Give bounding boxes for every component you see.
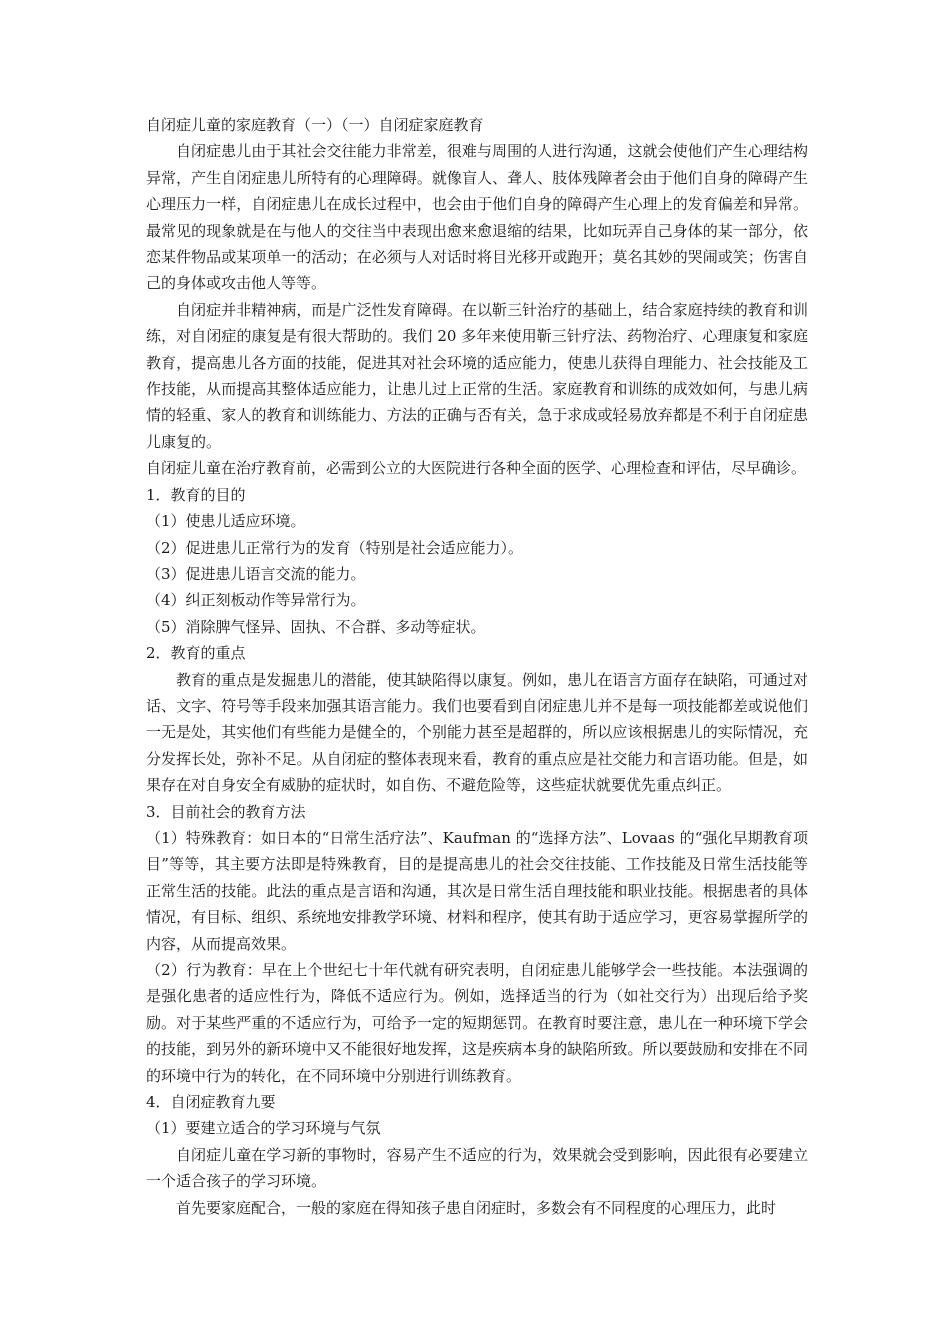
paragraph-behavior-education: （2）行为教育：早在上个世纪七十年代就有研究表明，自闭症患儿能够学会一些技能。本法强调的是强化患者的适应性行为，降低不适应行为。例如，选择适当的行为（如社交行为）出现后给予奖励。对于某些严重的不适应行为，可给予一定的短期惩罚。在教育时要注意，患儿在一种环境下学会的技能，到另外的新环境中又不能很好地发挥，这是疾病本身的缺陷所致。所以要鼓励和安排在不同的环境中行为的转化，在不同环境中分别进行训练教育。 [146,961,808,1085]
document-title: 自闭症儿童的家庭教育（一）（一）自闭症家庭教育 [146,116,484,134]
list-item: （4）纠正刻板动作等异常行为。 [146,591,366,610]
section-heading-nine-essentials: 4．自闭症教育九要 [146,1093,276,1112]
section-heading-goals: 1．教育的目的 [146,485,246,504]
list-item: （5）消除脾气怪异、固执、不合群、多动等症状。 [146,617,486,636]
section-heading-focus: 2．教育的重点 [146,644,246,663]
paragraph-family: 首先要家庭配合，一般的家庭在得知孩子患自闭症时，多数会有不同程度的心理压力，此时 [176,1198,777,1217]
paragraph-treatment: 自闭症并非精神病，而是广泛性发育障碍。在以靳三针治疗的基础上，结合家庭持续的教育和训练，对自闭症的康复是有很大帮助的。我们 20 多年来使用靳三针疗法、药物治疗、心理康复和家庭教育，提高患儿各方面的技能，促进其对社会环境的适应能力，使患儿获得自理能力、社会技能及工作技能，从而提高其整体适应能力，让患儿过上正常的生活。家庭教育和训练的成效如何，与患儿病情的轻重、家人的教育和训练能力、方法的正确与否有关，急于求成或轻易放弃都是不利于自闭症患儿康复的。 [146,300,808,451]
paragraph-diagnosis: 自闭症儿童在治疗教育前，必需到公立的大医院进行各种全面的医学、心理检查和评估，尽早确诊。 [146,459,807,478]
list-item: （3）促进患儿语言交流的能力。 [146,564,366,583]
list-item: （2）促进患儿正常行为的发育（特别是社会适应能力）。 [146,538,524,557]
paragraph-intro: 自闭症患儿由于其社会交往能力非常差，很难与周围的人进行沟通，这就会使他们产生心理结构异常，产生自闭症患儿所特有的心理障碍。就像盲人、聋人、肢体残障者会由于他们自身的障碍产生心理压力一样，自闭症患儿在成长过程中，也会由于他们自身的障碍产生心理上的发育偏差和异常。最常见的现象就是在与他人的交往当中表现出愈来愈退缩的结果，比如玩弄自己身体的某一部分，依恋某件物品或某项单一的活动；在必须与人对话时将目光移开或跑开；莫名其妙的哭闹或笑；伤害自己的身体或攻击他人等等。 [146,142,808,293]
paragraph-special-education: （1）特殊教育：如日本的“日常生活疗法”、Kaufman 的“选择方法”、Lovaas 的“强化早期教育项目”等等，其主要方法即是特殊教育，目的是提高患儿的社会交往技能、工作技能及日常生活技能等正常生活的技能。此法的重点是言语和沟通，其次是日常生活自理技能和职业技能。根据患者的具体情况，有目标、组织、系统地安排教学环境、材料和程序，使其有助于适应学习，更容易掌握所学的内容，从而提高效果。 [146,828,808,953]
section-heading-methods: 3．目前社会的教育方法 [146,802,306,821]
document-page [146,112,808,1221]
paragraph-focus: 教育的重点是发掘患儿的潜能，使其缺陷得以康复。例如，患儿在语言方面存在缺陷，可通过对话、文字、符号等手段来加强其语言能力。我们也要看到自闭症患儿并不是每一项技能都差或说他们一无是处，其实他们有些能力是健全的，个别能力甚至是超群的，所以应该根据患儿的实际情况，充分发挥长处，弥补不足。从自闭症的整体表现来看，教育的重点应是社交能力和言语功能。但是，如果存在对自身安全有威胁的症状时，如自伤、不避危险等，这些症状就要优先重点纠正。 [146,670,808,795]
subheading-environment: （1）要建立适合的学习环境与气氛 [146,1119,381,1138]
list-item: （1）使患儿适应环境。 [146,512,306,531]
paragraph-environment: 自闭症儿童在学习新的事物时，容易产生不适应的行为，效果就会受到影响，因此很有必要建立一个适合孩子的学习环境。 [146,1145,808,1191]
